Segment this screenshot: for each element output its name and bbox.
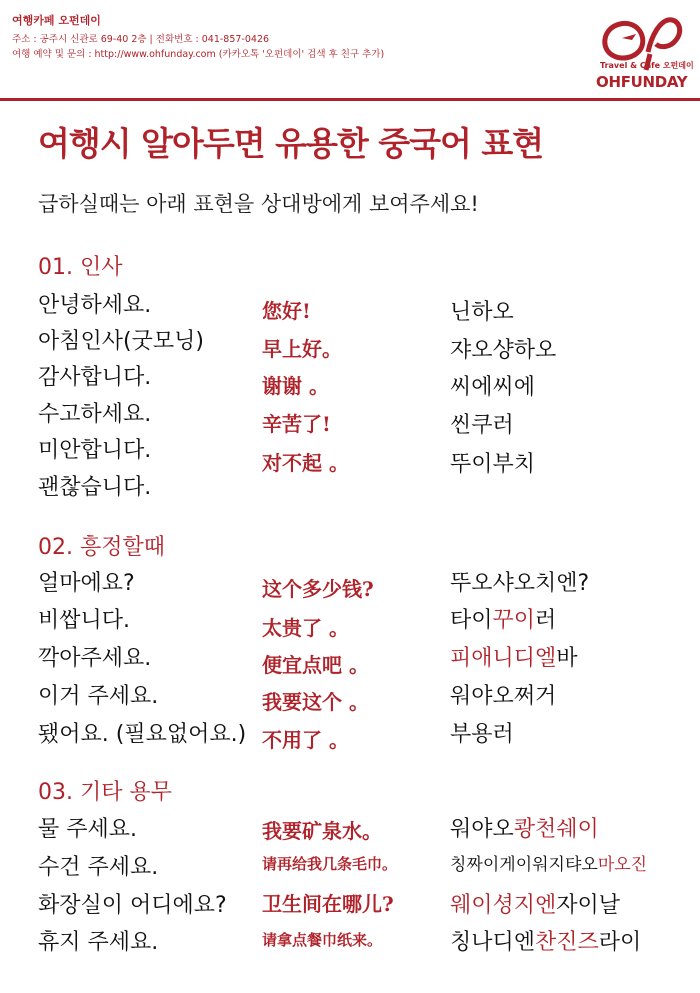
chinese-phrase: 这个多少钱?: [262, 577, 374, 601]
korean-phrase: 아침인사(굿모닝): [38, 329, 204, 354]
korean-phrase: 미안합니다.: [38, 438, 152, 463]
pronunciation: [450, 850, 647, 875]
pronunciation-part: 씨에씨에: [450, 375, 536, 400]
pronunciation-highlight: 쾅천쉐이: [513, 817, 599, 842]
pronunciation-part: 뚜오샤오치엔?: [450, 571, 590, 596]
pronunciation: [450, 370, 535, 401]
pronunciation: [450, 888, 620, 919]
chinese-phrase: 请拿点餐巾纸来。: [262, 931, 383, 949]
pronunciation: [450, 812, 599, 843]
pronunciation-part: 워야오: [450, 817, 514, 842]
contact-line: 여행 예약 및 문의 : http://www.ohfunday.com (카카오톡 '오펀데이' 검색 후 친구 추가): [12, 49, 385, 60]
pronunciation-highlight: 마오진: [597, 855, 648, 875]
pronunciation-highlight: 피애니디엘: [450, 646, 557, 671]
pronunciation-part: 타이: [450, 608, 493, 633]
header-divider: [0, 98, 700, 101]
korean-phrase: 비쌉니다.: [38, 608, 131, 633]
korean-phrase: 이거 주세요.: [38, 684, 159, 709]
chinese-phrase: 我要矿泉水。: [262, 819, 382, 843]
address-line: 주소 : 공주시 신관로 69-40 2층 | 전화번호 : 041-857-0426: [12, 34, 270, 45]
pronunciation: [450, 447, 535, 478]
korean-phrase: 감사합니다.: [38, 365, 152, 390]
page-subtitle: 급하실때는 아래 표현을 상대방에게 보여주세요!: [38, 192, 479, 216]
pronunciation-part: 부용러: [450, 722, 514, 747]
pronunciation-part: 뚜이부치: [450, 452, 536, 477]
korean-phrase: 얼마에요?: [38, 571, 135, 596]
pronunciation-part: 씬쿠러: [450, 413, 514, 438]
korean-phrase: 안녕하세요.: [38, 293, 152, 318]
section-heading: 01. 인사: [38, 255, 123, 280]
pronunciation-part: 러: [535, 608, 557, 633]
pronunciation-highlight: 찬진즈: [535, 930, 599, 955]
chinese-phrase: 不用了 。: [262, 728, 349, 752]
pronunciation: [450, 603, 556, 634]
korean-phrase: 됐어요. (필요없어요.): [38, 722, 247, 747]
pronunciation: [450, 408, 514, 439]
section-heading: 03. 기타 용무: [38, 780, 172, 805]
chinese-phrase: 早上好。: [262, 337, 342, 361]
chinese-phrase: 请再给我几条毛巾。: [262, 855, 398, 873]
chinese-phrase: 谢谢 。: [262, 374, 329, 398]
page-title: 여행시 알아두면 유용한 중국어 표현: [38, 124, 544, 163]
pronunciation-part: 워야오쩌거: [450, 684, 557, 709]
logo-name: OHFUNDAY: [596, 73, 688, 91]
pronunciation-part: 라이: [598, 930, 642, 955]
chinese-phrase: 太贵了 。: [262, 616, 349, 640]
pronunciation-highlight: 꾸이: [492, 608, 536, 633]
logo-tagline: Travel & Cafe 오펀데이: [600, 61, 694, 70]
korean-phrase: 휴지 주세요.: [38, 930, 159, 955]
section-heading: 02. 흥정할때: [38, 535, 165, 560]
korean-phrase: 수고하세요.: [38, 402, 152, 427]
pronunciation-part: 칭짜이게이워지탸오: [450, 855, 598, 875]
cafe-name: 여행카페 오펀데이: [12, 14, 101, 27]
pronunciation: [450, 717, 514, 748]
pronunciation-part: 쟈오샹하오: [450, 338, 557, 363]
chinese-phrase: 我要这个 。: [262, 690, 369, 714]
chinese-phrase: 您好!: [262, 299, 311, 323]
chinese-phrase: 辛苦了!: [262, 412, 331, 436]
chinese-phrase: 卫生间在哪儿?: [262, 892, 394, 916]
pronunciation: [450, 641, 578, 672]
korean-phrase: 괜찮습니다.: [38, 475, 152, 500]
pronunciation-part: 칭나디엔: [450, 930, 536, 955]
pronunciation: [450, 925, 641, 956]
pronunciation-part: 바: [556, 646, 578, 671]
pronunciation: [450, 295, 514, 326]
pronunciation: [450, 566, 589, 597]
pronunciation-part: 닌하오: [450, 300, 514, 325]
korean-phrase: 수건 주세요.: [38, 855, 159, 880]
korean-phrase: 깍아주세요.: [38, 646, 152, 671]
pronunciation: [450, 333, 556, 364]
pronunciation-part: 자이날: [556, 893, 621, 918]
chinese-phrase: 对不起 。: [262, 451, 349, 475]
chinese-phrase: 便宜点吧 。: [262, 653, 369, 677]
korean-phrase: 화장실이 어디에요?: [38, 893, 227, 918]
pronunciation-highlight: 웨이셩지엔: [450, 893, 557, 918]
pronunciation: [450, 679, 556, 710]
korean-phrase: 물 주세요.: [38, 817, 137, 842]
